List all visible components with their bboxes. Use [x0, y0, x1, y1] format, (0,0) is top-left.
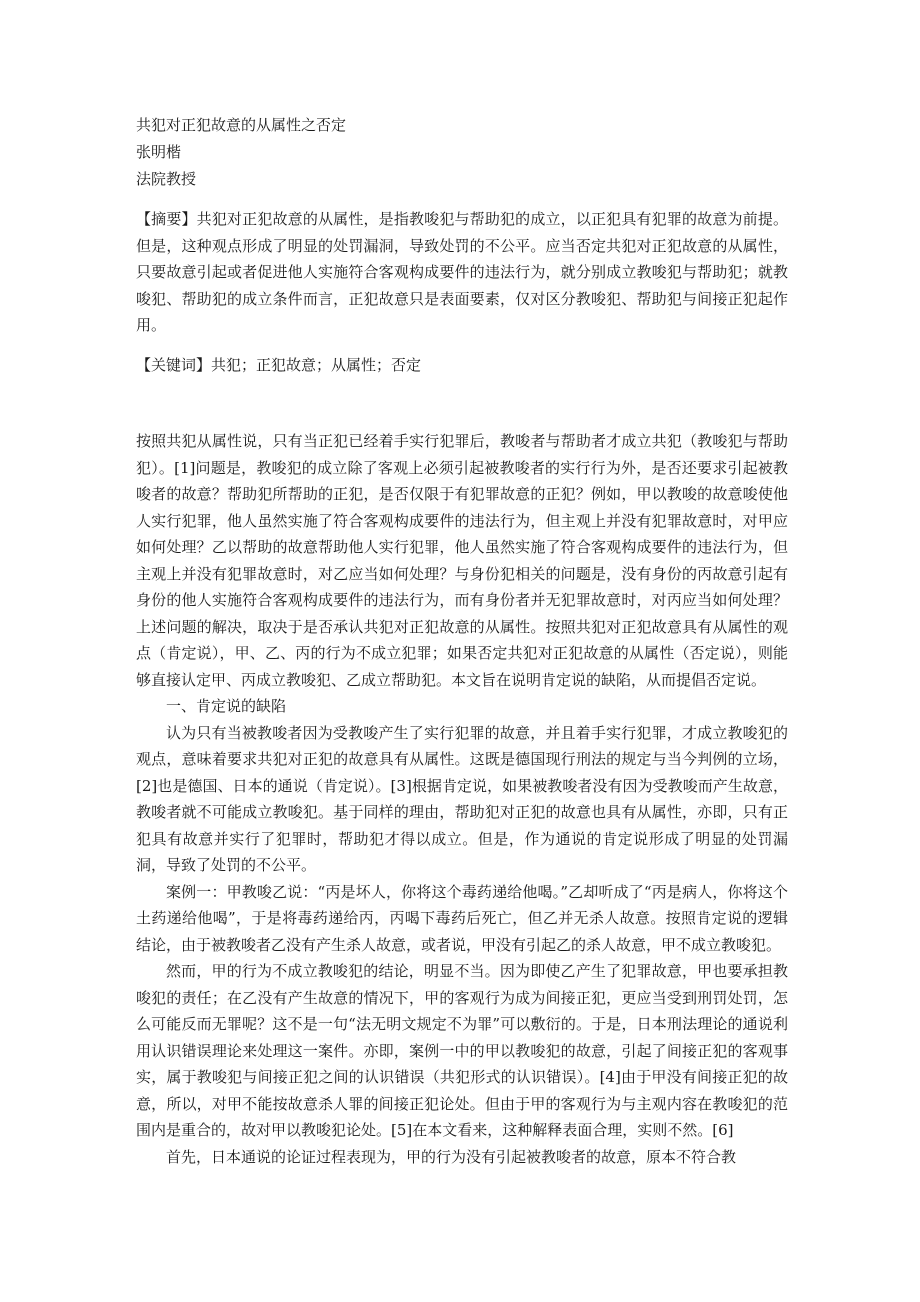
body-paragraph: 认为只有当被教唆者因为受教唆产生了实行犯罪的故意，并且着手实行犯罪，才成立教唆犯的观点，意味着要求共犯对正犯的故意具有从属性。这既是德国现行刑法的规定与当今判例的立场，[2]也是德国、日本的通说（肯定说）。[3]根据肯定说，如果被教唆者没有因为受教唆而产生故意，教唆者就不可能成立教唆犯。基于同样的理由，帮助犯对正犯的故意也具有从属性，亦即，只有正犯具有故意并实行了犯罪时，帮助犯才得以成立。但是，作为通说的肯定说形成了明显的处罚漏洞，导致了处罚的不公平。	[136, 723, 788, 874]
keywords-text: 【关键词】共犯；正犯故意；从属性；否定	[136, 356, 422, 374]
body-paragraph: 首先，日本通说的论证过程表现为，甲的行为没有引起被教唆者的故意，原本不符合教	[166, 1147, 737, 1166]
author-name: 张明楷	[136, 143, 182, 161]
intro-paragraph: 按照共犯从属性说，只有当正犯已经着手实行犯罪后，教唆者与帮助者才成立共犯（教唆犯与帮助犯）。[1]问题是，教唆犯的成立除了客观上必须引起被教唆者的实行行为外，是否还要求引起被教唆者的故意？帮助犯所帮助的正犯，是否仅限于有犯罪故意的正犯？例如，甲以教唆的故意唆使他人实行犯罪，他人虽然实施了符合客观构成要件的违法行为，但主观上并没有犯罪故意时，对甲应如何处理？乙以帮助的故意帮助他人实行犯罪，他人虽然实施了符合客观构成要件的违法行为，但主观上并没有犯罪故意时，对乙应当如何处理？与身份犯相关的问题是，没有身份的丙故意引起有身份的他人实施符合客观构成要件的违法行为，而有身份者并无犯罪故意时，对丙应当如何处理？上述问题的解决，取决于是否承认共犯对正犯故意的从属性。按照共犯对正犯故意具有从属性的观点（肯定说），甲、乙、丙的行为不成立犯罪；如果否定共犯对正犯故意的从属性（否定说），则能够直接认定甲、丙成立教唆犯、乙成立帮助犯。本文旨在说明肯定说的缺陷，从而提倡否定说。	[136, 432, 788, 689]
abstract-text: 【摘要】共犯对正犯故意的从属性，是指教唆犯与帮助犯的成立，以正犯具有犯罪的故意为前提。但是，这种观点形成了明显的处罚漏洞，导致处罚的不公平。应当否定共犯对正犯故意的从属性，只要故意引起或者促进他人实施符合客观构成要件的违法行为，就分别成立教唆犯与帮助犯；就教唆犯、帮助犯的成立条件而言，正犯故意只是表面要素，仅对区分教唆犯、帮助犯与间接正犯起作用。	[136, 210, 788, 334]
document-header	[136, 112, 796, 193]
document-title: 共犯对正犯故意的从属性之否定	[136, 116, 347, 134]
body-paragraph: 案例一：甲教唆乙说：“丙是坏人，你将这个毒药递给他喝。”乙却听成了“丙是病人，你将这个土药递给他喝”，于是将毒药递给丙，丙喝下毒药后死亡，但乙并无杀人故意。按照肯定说的逻辑结论，由于被教唆者乙没有产生杀人故意，或者说，甲没有引起乙的杀人故意，甲不成立教唆犯。	[136, 882, 788, 954]
body-paragraph: 然而，甲的行为不成立教唆犯的结论，明显不当。因为即使乙产生了犯罪故意，甲也要承担教唆犯的责任；在乙没有产生故意的情况下，甲的客观行为成为间接正犯，更应当受到刑罚处罚，怎么可能反而无罪呢？这不是一句“法无明文规定不为罪”可以敷衍的。于是，日本刑法理论的通说利用认识错误理论来处理这一案件。亦即，案例一中的甲以教唆犯的故意，引起了间接正犯的客观事实，属于教唆犯与间接正犯之间的认识错误（共犯形式的认识错误）。[4]由于甲没有间接正犯的故意，所以，对甲不能按故意杀人罪的间接正犯论处。但由于甲的客观行为与主观内容在教唆犯的范围内是重合的，故对甲以教唆犯论处。[5]在本文看来，这种解释表面合理，实则不然。[6]	[136, 962, 788, 1139]
article-body	[136, 428, 788, 1170]
section-heading: 一、肯定说的缺陷	[166, 697, 287, 715]
author-affiliation: 法院教授	[136, 170, 197, 188]
keywords	[136, 352, 788, 379]
abstract	[136, 206, 788, 339]
